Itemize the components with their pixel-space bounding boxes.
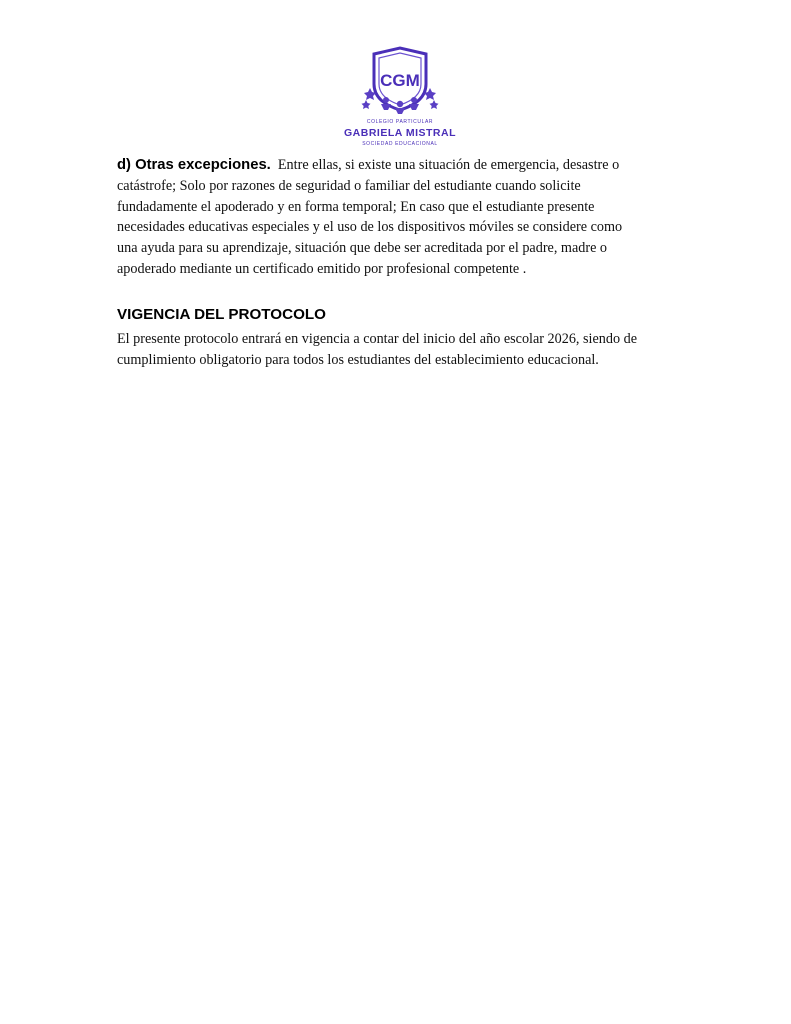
crest-graphic xyxy=(343,44,457,154)
paragraph-line-text: Entre ellas, si existe una situación de emergencia, desastre o xyxy=(277,157,620,173)
star-icon xyxy=(362,100,371,109)
figure-icon xyxy=(381,104,391,110)
vigencia-heading: VIGENCIA DEL PROTOCOLO xyxy=(117,306,326,323)
paragraph-line: catástrofe; Solo por razones de seguridad o familiar del estudiante cuando solicite xyxy=(117,177,581,194)
stars-figures xyxy=(362,88,439,114)
star-icon xyxy=(430,100,439,109)
crest-line3: SOCIEDAD EDUCACIONAL xyxy=(362,141,438,147)
paragraph-line: fundadamente el apoderado y en forma temporal; En caso que el estudiante presente xyxy=(117,198,595,215)
paragraph-line: una ayuda para su aprendizaje, situación que debe ser acreditada por el padre, madre o xyxy=(117,240,608,257)
figure-icon xyxy=(383,97,389,103)
paragraph-line: necesidades educativas especiales y el uso de los dispositivos móviles se considere como xyxy=(117,219,623,236)
figure-icon xyxy=(411,97,417,103)
paragraph-line: El presente protocolo entrará en vigencia a contar del inicio del año escolar 2026, siendo de xyxy=(117,331,638,347)
section-d-paragraph xyxy=(117,155,692,280)
crest-line2: GABRIELA MISTRAL xyxy=(343,127,457,139)
section-d-heading: d) Otras excepciones. xyxy=(117,157,271,173)
paragraph-line xyxy=(117,155,692,176)
paragraph-line: cumplimiento obligatorio para todos los estudiantes del establecimiento educacional. xyxy=(117,351,599,368)
figure-icon xyxy=(395,108,405,114)
figure-icon xyxy=(409,104,419,110)
crest-monogram: CGM xyxy=(380,71,420,90)
vigencia-paragraph xyxy=(117,329,692,371)
paragraph-line: apoderado mediante un certificado emitido por profesional competente . xyxy=(117,260,527,277)
school-crest-logo xyxy=(343,44,457,154)
crest-line1: COLEGIO PARTICULAR xyxy=(366,119,434,125)
figure-icon xyxy=(397,101,403,107)
